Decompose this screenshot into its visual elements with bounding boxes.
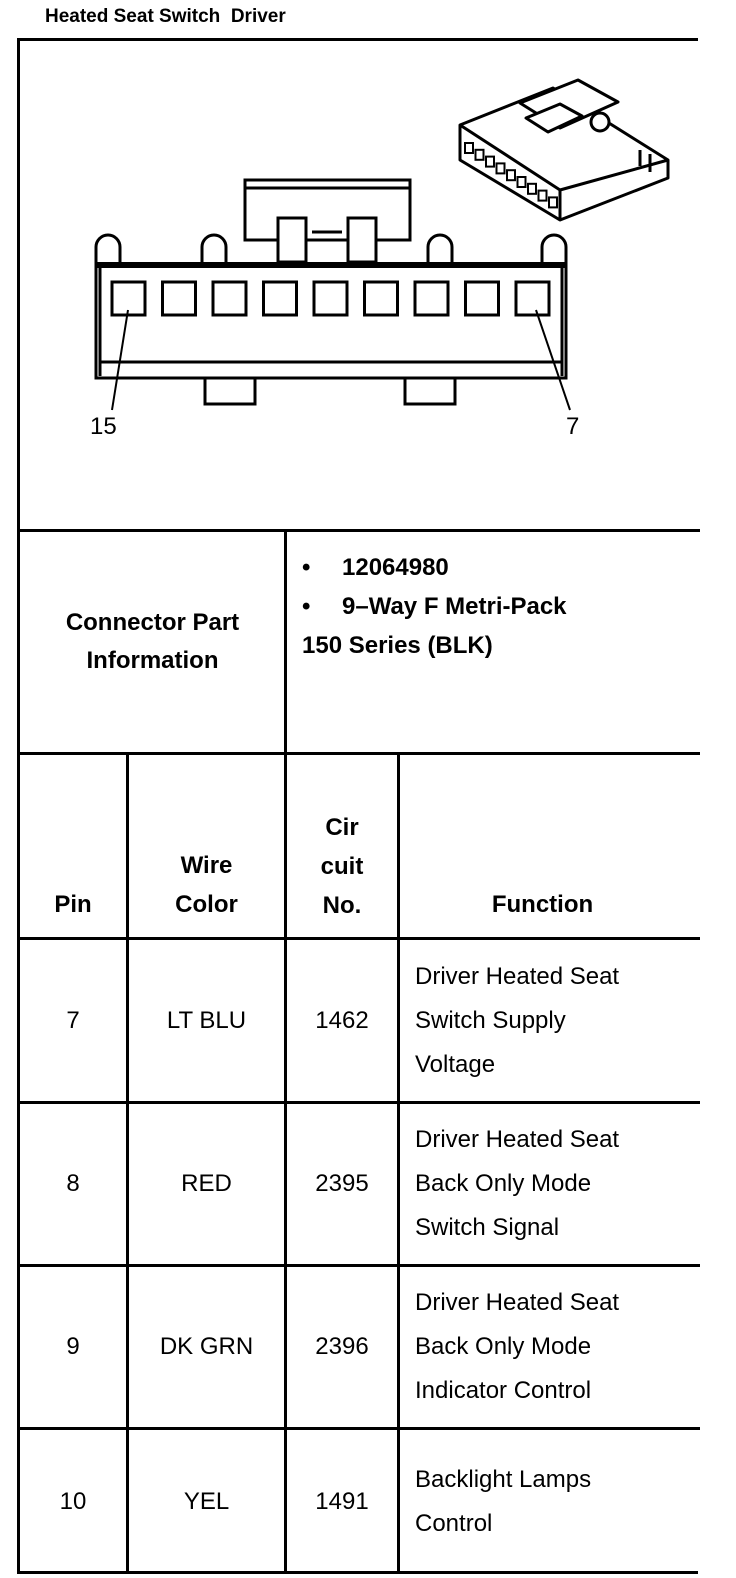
pin-function	[415, 955, 695, 1087]
function-line: Indicator Control	[415, 1377, 592, 1404]
pin-function	[415, 1118, 695, 1250]
header-pin: Pin	[54, 891, 92, 918]
bullet: •	[302, 593, 311, 620]
divider	[397, 752, 400, 1574]
connector-info-label: Connector Part Information	[65, 609, 240, 674]
iso-pin-cavity	[486, 157, 494, 167]
pin-cavity	[112, 282, 145, 315]
connector-tab	[405, 378, 455, 404]
iso-pin-cavity	[465, 143, 473, 153]
iso-pin-cavity	[518, 177, 526, 187]
connector-diagram	[20, 41, 698, 529]
header-wire-color: Wire Color	[175, 852, 238, 918]
iso-pin-cavity	[507, 170, 515, 180]
function-line: Driver Heated Seat	[415, 1126, 620, 1153]
function-line: Back Only Mode	[415, 1170, 592, 1197]
function-line: Switch Supply	[415, 1006, 566, 1034]
pin-cavity	[264, 282, 297, 315]
wire-color: DK GRN	[159, 1333, 254, 1360]
divider	[17, 1101, 700, 1104]
pin-label-15: 15	[90, 413, 117, 440]
pin-leader-line	[112, 310, 128, 410]
connector-info-details	[302, 548, 567, 665]
divider	[17, 752, 700, 755]
pin-function	[415, 1281, 695, 1413]
pin-cavity	[466, 282, 499, 315]
pin-cavity	[516, 282, 549, 315]
iso-pin-cavity	[476, 150, 484, 160]
connector-tab	[205, 378, 255, 404]
header-function: Function	[491, 891, 594, 918]
iso-pin-cavity	[497, 163, 505, 173]
pin-number: 8	[66, 1170, 80, 1197]
function-line: Voltage	[415, 1050, 496, 1078]
header-circuit-number: Cir cuit No.	[320, 814, 364, 919]
pin-cavity	[365, 282, 398, 315]
iso-pin-cavity	[549, 197, 557, 207]
function-line: Backlight Lamps	[415, 1466, 592, 1493]
pin-label-7: 7	[566, 413, 580, 440]
wire-color: YEL	[183, 1488, 230, 1515]
bullet: •	[302, 554, 311, 581]
function-line: Driver Heated Seat	[415, 962, 620, 990]
function-line: Driver Heated Seat	[415, 1289, 620, 1316]
iso-pin-cavity	[539, 191, 547, 201]
divider	[17, 1264, 700, 1267]
divider	[17, 937, 700, 940]
wire-color: LT BLU	[166, 1006, 247, 1034]
circuit-number: 2396	[315, 1333, 369, 1360]
divider	[17, 1427, 700, 1430]
wire-color: RED	[181, 1170, 232, 1197]
iso-pin-cavity	[528, 184, 536, 194]
circuit-number: 1491	[315, 1488, 369, 1515]
pin-number: 10	[59, 1488, 87, 1515]
pin-cavity	[314, 282, 347, 315]
part-number: 12064980	[342, 554, 449, 581]
pin-cavity	[415, 282, 448, 315]
function-line: Back Only Mode	[415, 1333, 592, 1360]
connector-description: 9–Way F Metri-Pack	[342, 593, 567, 620]
pin-number: 9	[66, 1333, 80, 1360]
pin-function	[415, 1458, 695, 1546]
circuit-number: 2395	[315, 1170, 369, 1197]
function-line: Control	[415, 1510, 493, 1537]
connector-series: 150 Series (BLK)	[302, 632, 493, 659]
connector-isometric-view	[460, 80, 668, 220]
function-line: Switch Signal	[415, 1214, 560, 1241]
pin-cavity	[163, 282, 196, 315]
pin-number: 7	[66, 1006, 80, 1034]
pin-cavity	[213, 282, 246, 315]
circuit-number: 1462	[315, 1006, 369, 1034]
page-title: Heated Seat Switch Driver	[45, 6, 286, 27]
